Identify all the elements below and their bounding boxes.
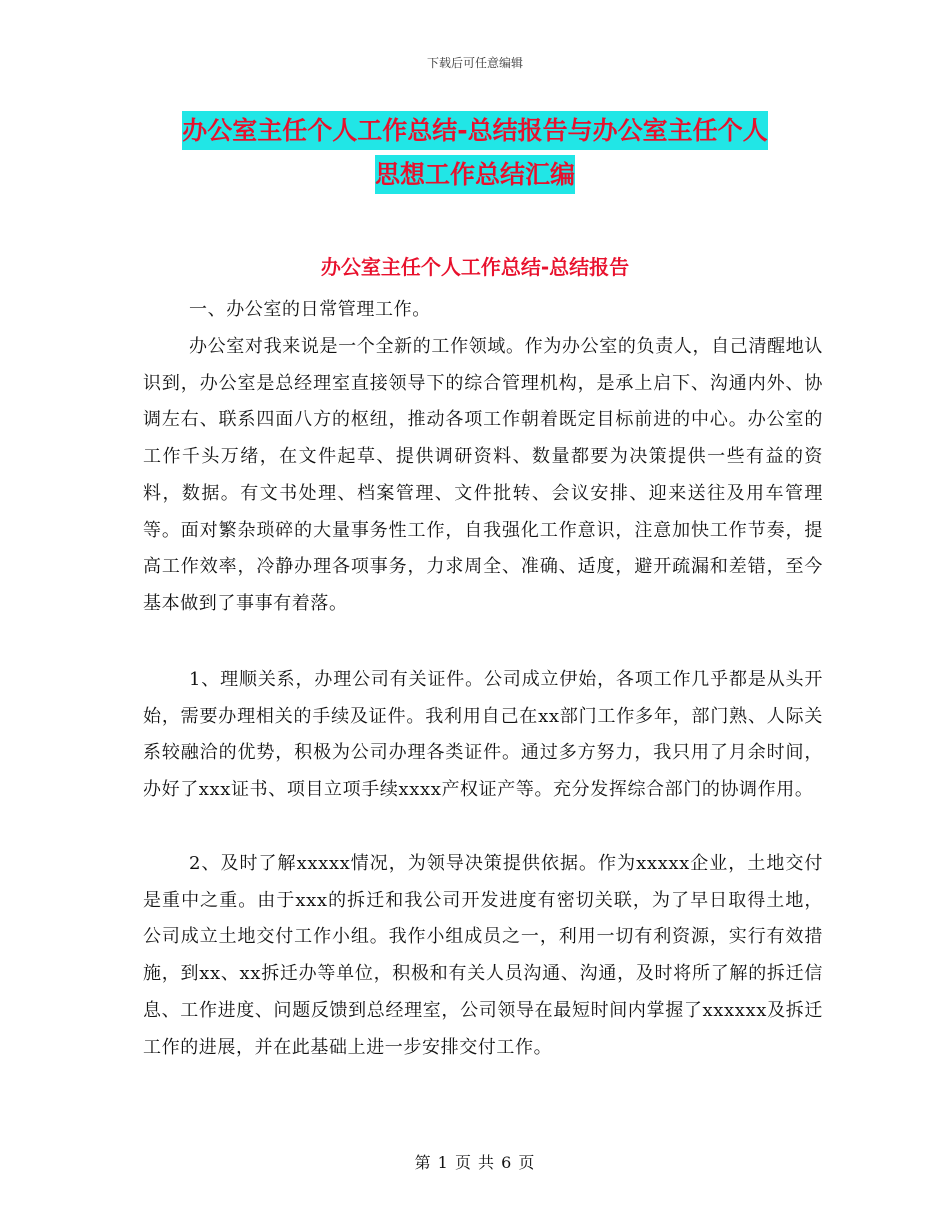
header-note: 下载后可任意编辑 — [426, 56, 523, 70]
document-title-line-2 — [0, 160, 950, 190]
section-title: 办公室主任个人工作总结-总结报告 — [320, 255, 630, 279]
document-title-line-1-text: 办公室主任个人工作总结-总结报告与办公室主任个人 — [182, 111, 767, 150]
page-number-footer: 第 1 页 共 6 页 — [414, 1153, 536, 1172]
paragraph-body-2: 1、理顺关系，办理公司有关证件。公司成立伊始，各项工作几乎都是从头开始，需要办理相关的手续及证件。我利用自己在xx部门工作多年，部门熟、人际关系较融洽的优势，积极为公司办理各类证件。通过多方努力，我只用了月余时间，办好了xxx证书、项目立项手续xxxx产权证产等。充分发挥综合部门的协调作用。 — [143, 669, 823, 801]
paragraph-heading-1: 一、办公室的日常管理工作。 — [189, 299, 431, 320]
paragraph-body-1: 办公室对我来说是一个全新的工作领域。作为办公室的负责人，自己清醒地认识到，办公室是总经理室直接领导下的综合管理机构，是承上启下、沟通内外、协调左右、联系四面八方的枢纽，推动各项工作朝着既定目标前进的中心。办公室的工作千头万绪，在文件起草、提供调研资料、数量都要为决策提供一些有益的资料，数据。有文书处理、档案管理、文件批转、会议安排、迎来送往及用车管理等。面对繁杂琐碎的大量事务性工作，自我强化工作意识，注意加快工作节奏，提高工作效率，冷静办理各项事务，力求周全、准确、适度，避开疏漏和差错，至今基本做到了事事有着落。 — [143, 336, 823, 614]
document-title-line-1 — [0, 116, 950, 146]
document-title-line-2-text: 思想工作总结汇编 — [375, 155, 575, 194]
paragraph-body-3: 2、及时了解xxxxx情况，为领导决策提供依据。作为xxxxx企业，土地交付是重中之重。由于xxx的拆迁和我公司开发进度有密切关联，为了早日取得土地，公司成立土地交付工作小组。我作小组成员之一，利用一切有利资源，实行有效措施，到xx、xx拆迁办等单位，积极和有关人员沟通、沟通，及时将所了解的拆迁信息、工作进度、问题反馈到总经理室，公司领导在最短时间内掌握了xxxxxx及拆迁工作的进展，并在此基础上进一步安排交付工作。 — [143, 853, 823, 1058]
